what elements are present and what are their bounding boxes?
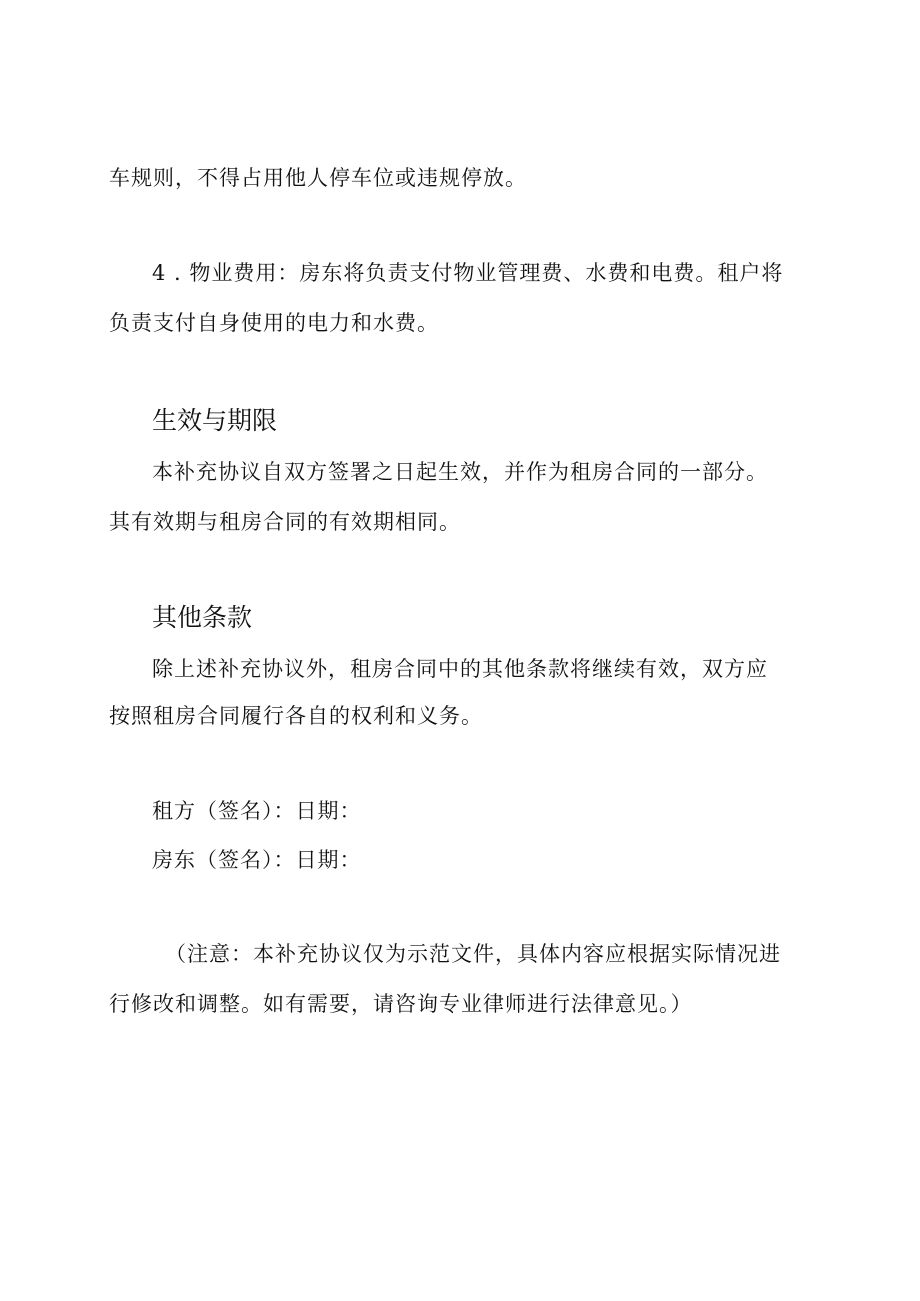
other-line1: 除上述补充协议外，租房合同中的其他条款将继续有效，双方应 bbox=[152, 657, 768, 681]
other-section-heading: 其他条款 bbox=[152, 603, 253, 632]
clause4-line2: 负责支付自身使用的电力和水费。 bbox=[109, 311, 439, 335]
note-line1: （注意：本补充协议仅为示范文件，具体内容应根据实际情况进 bbox=[165, 942, 781, 966]
clause4-line1: 4 . 物业费用：房东将负责支付物业管理费、水费和电费。租户将 bbox=[152, 261, 784, 285]
effect-line2: 其有效期与租房合同的有效期相同。 bbox=[109, 510, 461, 534]
note-line2: 行修改和调整。如有需要，请咨询专业律师进行法律意见。） bbox=[109, 992, 693, 1016]
effect-section-heading: 生效与期限 bbox=[152, 406, 278, 435]
other-line2: 按照租房合同履行各自的权利和义务。 bbox=[109, 704, 483, 728]
effect-line1: 本补充协议自双方签署之日起生效，并作为租房合同的一部分。 bbox=[152, 460, 768, 484]
clause3-tail-text: 车规则，不得占用他人停车位或违规停放。 bbox=[109, 166, 527, 190]
tenant-signature-line: 租方（签名）：日期： bbox=[152, 799, 362, 823]
landlord-signature-line: 房东（签名）：日期： bbox=[152, 848, 362, 872]
